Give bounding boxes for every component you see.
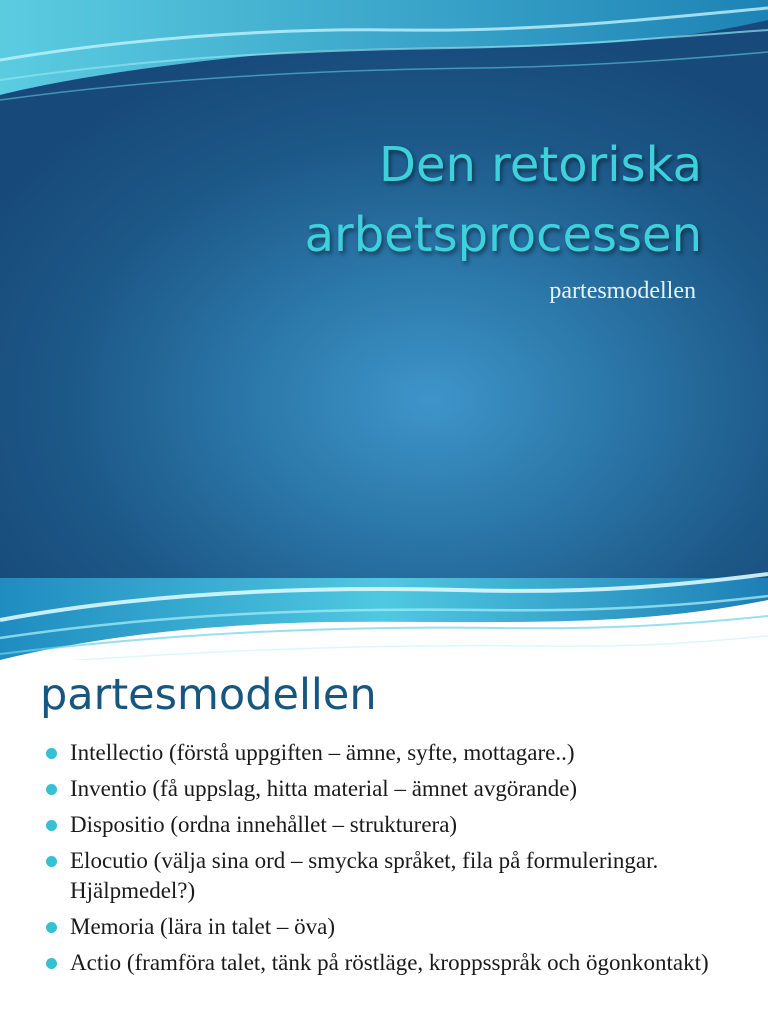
slide-title <box>102 130 702 270</box>
list-item <box>44 846 724 906</box>
bullet-dot-icon <box>46 856 57 867</box>
list-item <box>44 738 724 768</box>
list-item-text: Memoria (lära in talet – öva) <box>70 914 336 939</box>
wave-decoration-divider <box>0 560 768 670</box>
wave-decoration-top <box>0 0 768 110</box>
slide-subtitle: partesmodellen <box>549 278 696 304</box>
list-item <box>44 774 724 804</box>
content-slide <box>0 660 768 1024</box>
bullet-dot-icon <box>46 784 57 795</box>
title-line-1: Den retoriska <box>378 137 702 193</box>
bullet-dot-icon <box>46 748 57 759</box>
title-line-2: arbetsprocessen <box>304 207 702 263</box>
list-item-text: Dispositio (ordna innehållet – strukturera) <box>70 812 458 837</box>
list-item <box>44 948 724 978</box>
list-item <box>44 810 724 840</box>
list-item-text: Elocutio (välja sina ord – smycka språket, fila på formuleringar. Hjälpmedel?) <box>70 848 659 903</box>
list-item-text: Intellectio (förstå uppgiften – ämne, syfte, mottagare..) <box>70 740 575 765</box>
slide-heading: partesmodellen <box>40 670 377 720</box>
list-item-text: Inventio (få uppslag, hitta material – ämnet avgörande) <box>70 776 578 801</box>
list-item-text: Actio (framföra talet, tänk på röstläge, kroppsspråk och ögonkontakt) <box>70 950 709 975</box>
bullet-dot-icon <box>46 820 57 831</box>
bullet-list <box>44 738 724 984</box>
list-item <box>44 912 724 942</box>
bullet-dot-icon <box>46 922 57 933</box>
bullet-dot-icon <box>46 958 57 969</box>
